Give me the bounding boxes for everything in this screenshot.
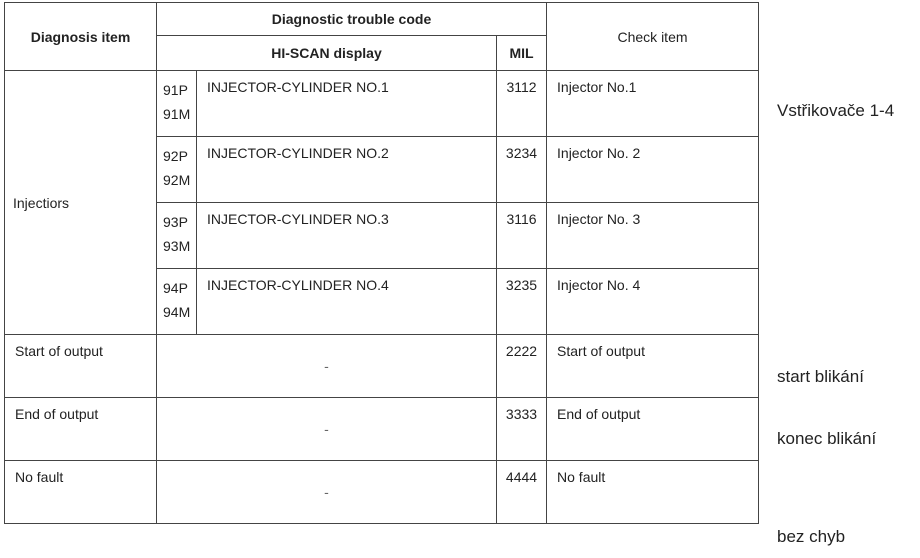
diagnosis-item-cell: Start of output — [5, 335, 157, 398]
header-mil: MIL — [497, 36, 547, 71]
table-row — [5, 398, 759, 461]
annotation-no-fault: bez chyb — [777, 527, 846, 546]
code-p: 92P — [163, 148, 188, 164]
table-row — [5, 71, 759, 137]
code-cell — [157, 137, 197, 203]
hiscan-display-cell: INJECTOR-CYLINDER NO.1 — [197, 71, 497, 137]
code-cell — [157, 71, 197, 137]
annotation-start: start blikání — [777, 367, 864, 386]
table-row — [5, 461, 759, 524]
mil-cell: 3112 — [497, 71, 547, 137]
code-cell — [157, 269, 197, 335]
diagnosis-item-cell: End of output — [5, 398, 157, 461]
mil-cell: 3116 — [497, 203, 547, 269]
hiscan-display-cell: - — [157, 461, 497, 524]
annotation-injectors: Vstřikovače 1-4 — [777, 101, 895, 120]
code-p: 93P — [163, 214, 188, 230]
hiscan-display-cell: - — [157, 398, 497, 461]
check-item-cell: End of output — [547, 398, 759, 461]
code-m: 93M — [163, 238, 191, 254]
dtc-table — [4, 2, 759, 524]
check-item-cell: Injector No. 4 — [547, 269, 759, 335]
mil-cell: 3333 — [497, 398, 547, 461]
header-hiscan-display: HI-SCAN display — [157, 36, 497, 71]
check-item-cell: Start of output — [547, 335, 759, 398]
diagnosis-item-cell: No fault — [5, 461, 157, 524]
code-p: 91P — [163, 82, 188, 98]
diagnosis-item-injectors: Injectiors — [5, 71, 157, 335]
code-m: 92M — [163, 172, 191, 188]
mil-cell: 4444 — [497, 461, 547, 524]
table-row — [5, 335, 759, 398]
code-cell — [157, 203, 197, 269]
check-item-cell: Injector No. 2 — [547, 137, 759, 203]
annotation-end: konec blikání — [777, 429, 877, 448]
header-diagnosis-item: Diagnosis item — [5, 3, 157, 71]
check-item-cell: No fault — [547, 461, 759, 524]
code-m: 94M — [163, 304, 191, 320]
header-check-item: Check item — [547, 3, 759, 71]
header-dtc: Diagnostic trouble code — [157, 3, 547, 36]
check-item-cell: Injector No. 3 — [547, 203, 759, 269]
code-m: 91M — [163, 106, 191, 122]
mil-cell: 3234 — [497, 137, 547, 203]
mil-cell: 2222 — [497, 335, 547, 398]
check-item-cell: Injector No.1 — [547, 71, 759, 137]
code-p: 94P — [163, 280, 188, 296]
hiscan-display-cell: INJECTOR-CYLINDER NO.3 — [197, 203, 497, 269]
hiscan-display-cell: - — [157, 335, 497, 398]
hiscan-display-cell: INJECTOR-CYLINDER NO.2 — [197, 137, 497, 203]
mil-cell: 3235 — [497, 269, 547, 335]
hiscan-display-cell: INJECTOR-CYLINDER NO.4 — [197, 269, 497, 335]
